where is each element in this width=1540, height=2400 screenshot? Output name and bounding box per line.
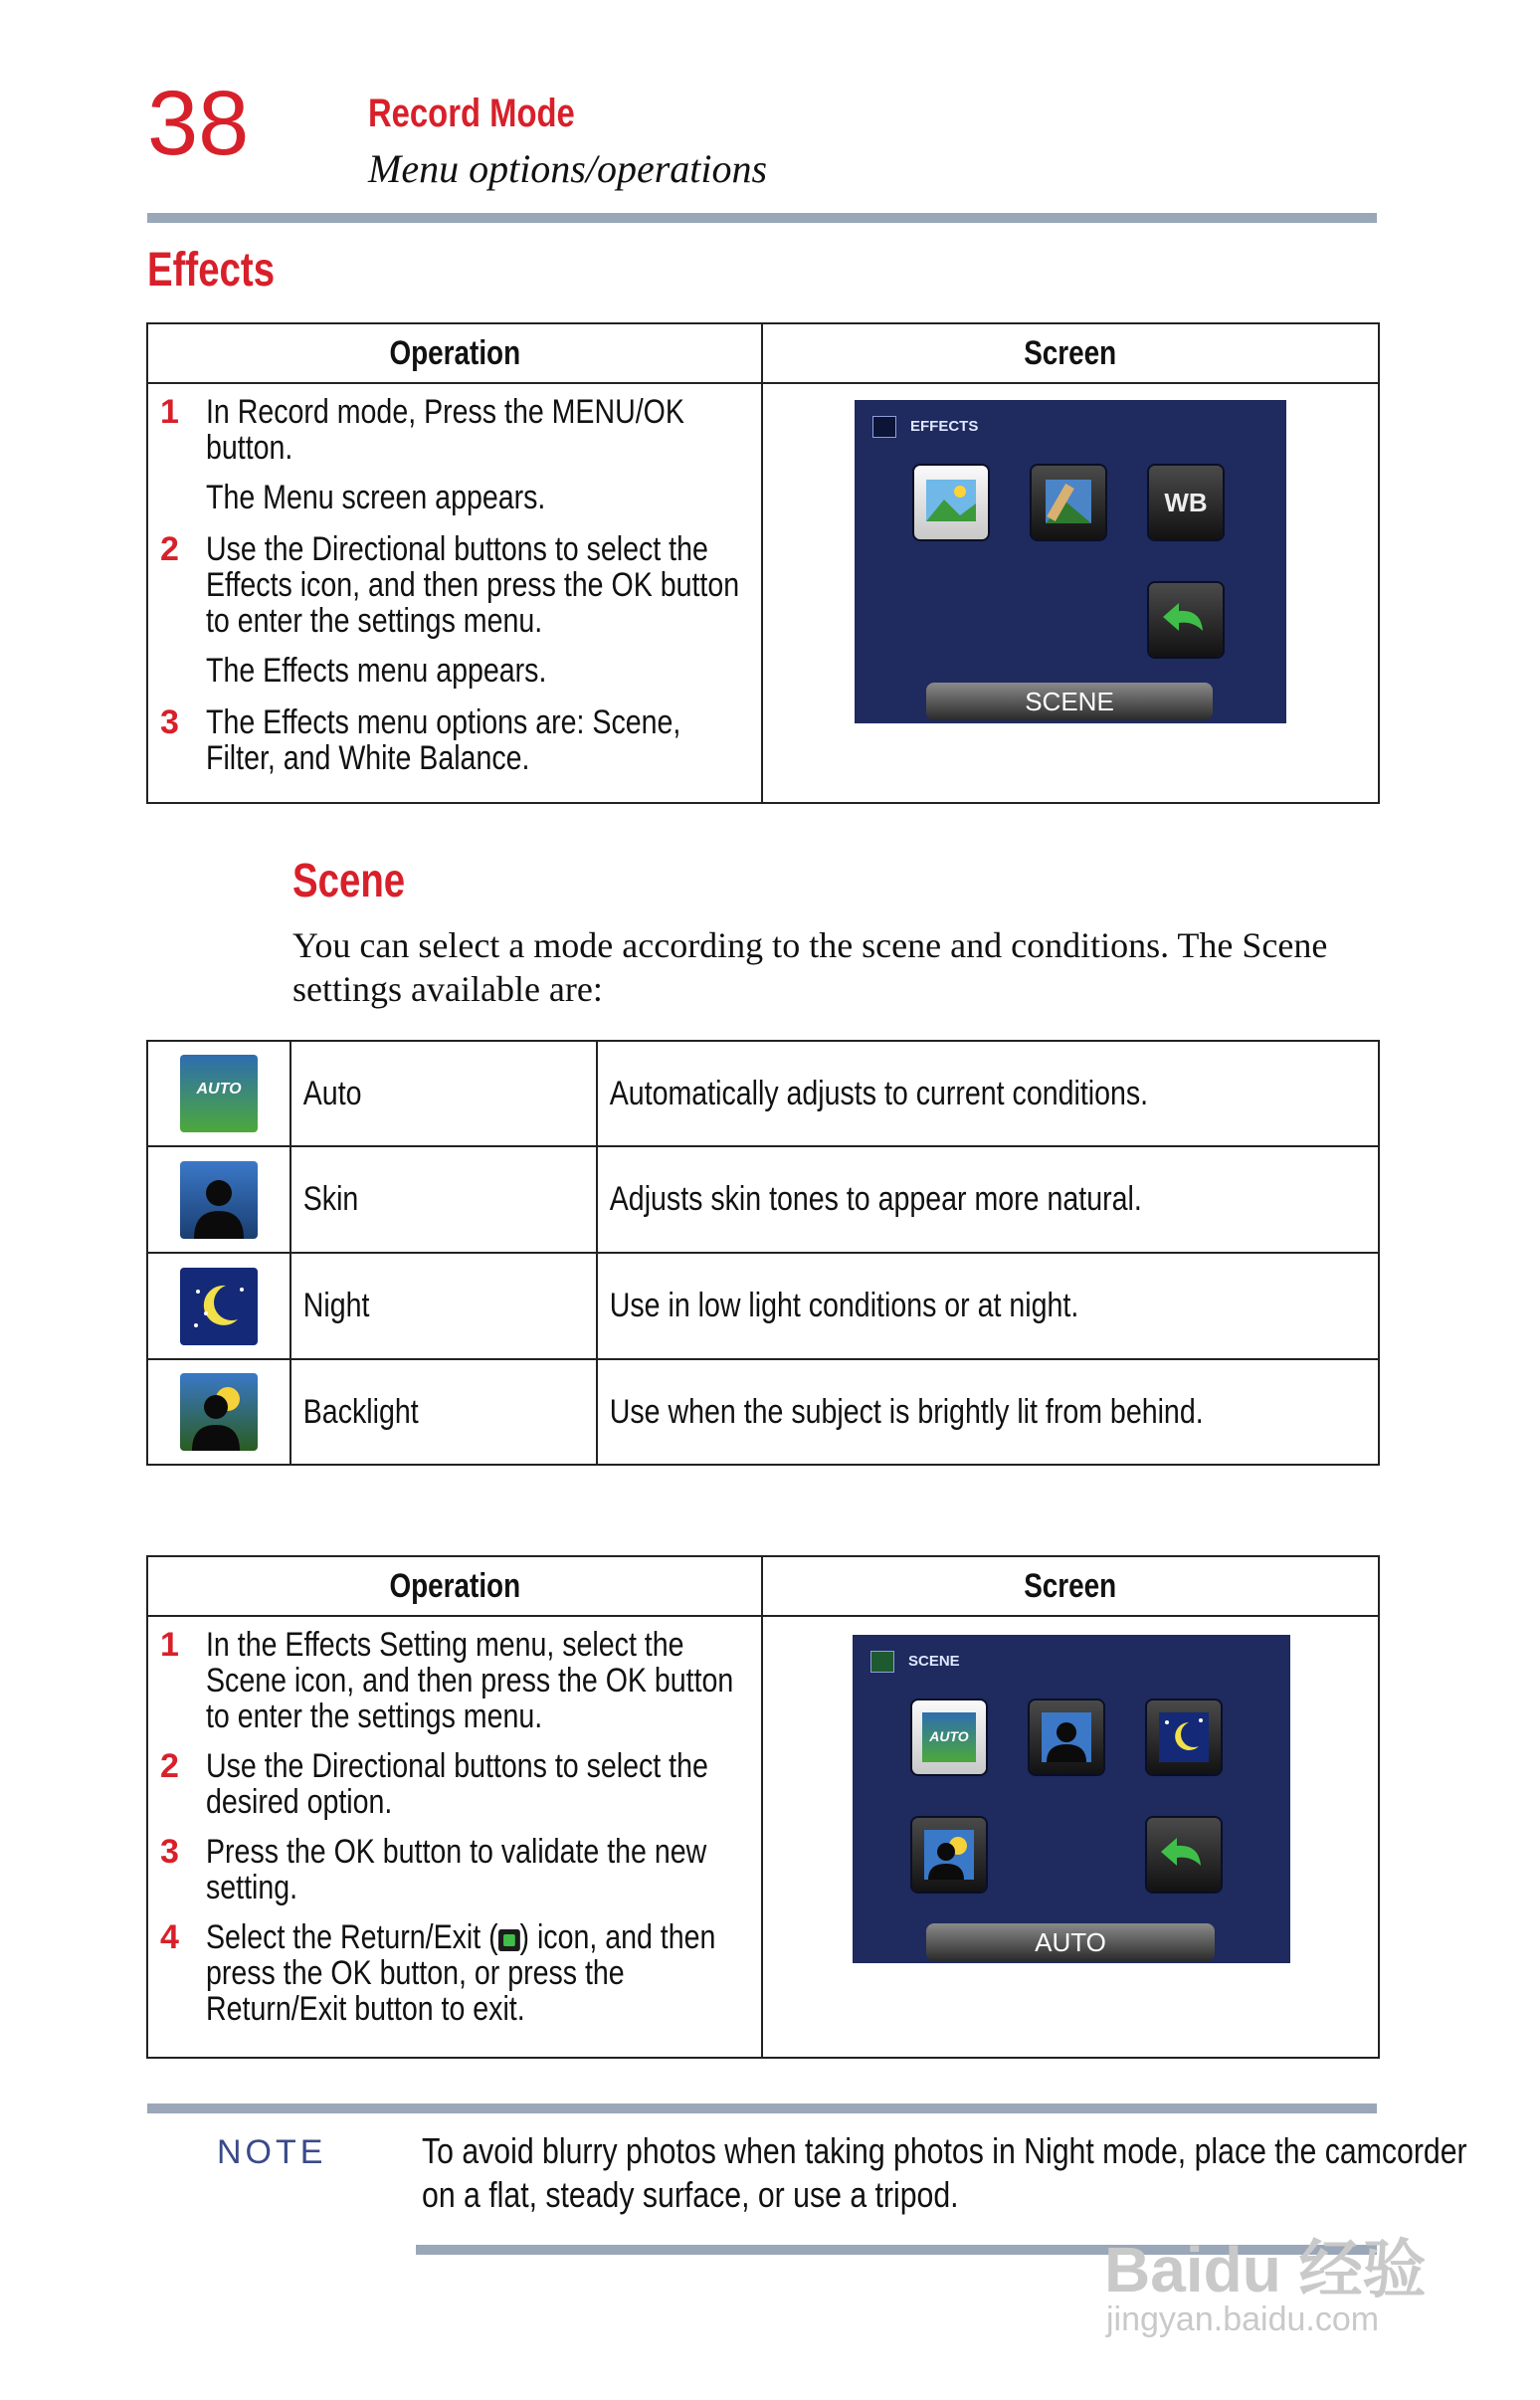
baidu-watermark-url: jingyan.baidu.com xyxy=(1106,2300,1380,2338)
step-2: 2 Use the Directional buttons to select the Effects icon, and then press the OK button to enter the settings menu. xyxy=(160,530,740,640)
scene-screen-cell xyxy=(762,1616,1379,2058)
auto-icon: AUTO xyxy=(147,1041,290,1146)
chapter-title: Record Mode xyxy=(368,92,575,135)
effects-steps-cell xyxy=(147,383,762,803)
selected-option-bar: AUTO xyxy=(926,1923,1215,1961)
screen-title: EFFECTS xyxy=(910,418,979,435)
scene-settings-table xyxy=(146,1040,1380,1466)
header-rule xyxy=(147,213,1377,223)
note-top-rule xyxy=(147,2103,1377,2113)
effects-title-icon xyxy=(872,416,896,438)
skin-icon xyxy=(1030,1700,1103,1774)
scene-row-night xyxy=(147,1253,1379,1359)
scene-heading: Scene xyxy=(292,855,406,907)
scene-name: Backlight xyxy=(302,1392,419,1431)
page-number: 38 xyxy=(147,73,250,174)
scene-title-icon xyxy=(870,1651,894,1673)
screen-column-header: Screen xyxy=(762,323,1379,383)
scene-name: Skin xyxy=(302,1180,359,1218)
screen-column-header: Screen xyxy=(762,1556,1379,1616)
scene-row-skin xyxy=(147,1146,1379,1253)
scene-steps-cell xyxy=(147,1616,762,2058)
effects-screen-cell xyxy=(762,383,1379,803)
filter-icon xyxy=(1032,466,1105,539)
backlight-icon xyxy=(147,1359,290,1465)
section-subtitle: Menu options/operations xyxy=(368,146,768,191)
return-icon xyxy=(1149,583,1223,657)
scene-description: Automatically adjusts to current conditions. xyxy=(609,1074,1149,1112)
backlight-icon xyxy=(912,1818,986,1892)
scene-row-backlight xyxy=(147,1359,1379,1465)
effects-menu-screenshot xyxy=(855,400,1286,723)
scene-description: Use in low light conditions or at night. xyxy=(609,1287,1079,1324)
return-icon xyxy=(1147,1818,1221,1892)
step-2: 2 Use the Directional buttons to select the desired option. xyxy=(160,1747,708,1821)
operation-column-header: Operation xyxy=(147,323,762,383)
scene-description: Adjusts skin tones to appear more natural. xyxy=(609,1180,1142,1218)
scene-intro: You can select a mode according to the scene and conditions. The Scene settings available are: xyxy=(292,925,1328,1009)
white-balance-icon: WB xyxy=(1149,466,1223,539)
scene-row-auto xyxy=(147,1041,1379,1146)
scene-description: Use when the subject is brightly lit from behind. xyxy=(609,1392,1204,1431)
selected-option-bar: SCENE xyxy=(926,683,1213,720)
note-label: NOTE xyxy=(217,2133,327,2171)
scene-name: Night xyxy=(302,1287,370,1324)
night-icon xyxy=(147,1253,290,1359)
return-exit-inline-icon xyxy=(498,1929,520,1951)
scene-menu-screenshot xyxy=(853,1635,1290,1963)
scene-icon xyxy=(914,466,988,539)
operation-column-header: Operation xyxy=(147,1556,762,1616)
screen-title: SCENE xyxy=(908,1653,960,1670)
scene-operation-table xyxy=(146,1555,1380,2059)
effects-operation-table xyxy=(146,322,1380,804)
scene-name: Auto xyxy=(302,1074,362,1112)
baidu-watermark-logo: Baidu 经验 xyxy=(1104,2234,1427,2305)
note-text: To avoid blurry photos when taking photos in Night mode, place the camcorder on a flat, steady surface, or use a tripod. xyxy=(422,2130,1467,2215)
step-2-result: The Effects menu appears. xyxy=(206,652,547,690)
step-1-result: The Menu screen appears. xyxy=(206,479,546,516)
step-4: 4 Select the Return/Exit ( ) icon, and then press the OK button, or press the Return/Exit button to exit. xyxy=(160,1918,716,2028)
step-1: 1 In Record mode, Press the MENU/OK button. xyxy=(160,393,684,467)
skin-icon xyxy=(147,1146,290,1253)
auto-icon: AUTO xyxy=(912,1700,986,1774)
effects-heading: Effects xyxy=(147,244,276,297)
step-3: 3 Press the OK button to validate the new setting. xyxy=(160,1833,707,1906)
step-3: 3 The Effects menu options are: Scene, Filter, and White Balance. xyxy=(160,703,681,777)
step-1: 1 In the Effects Setting menu, select the Scene icon, and then press the OK button to enter the settings menu. xyxy=(160,1626,734,1735)
night-icon xyxy=(1147,1700,1221,1774)
